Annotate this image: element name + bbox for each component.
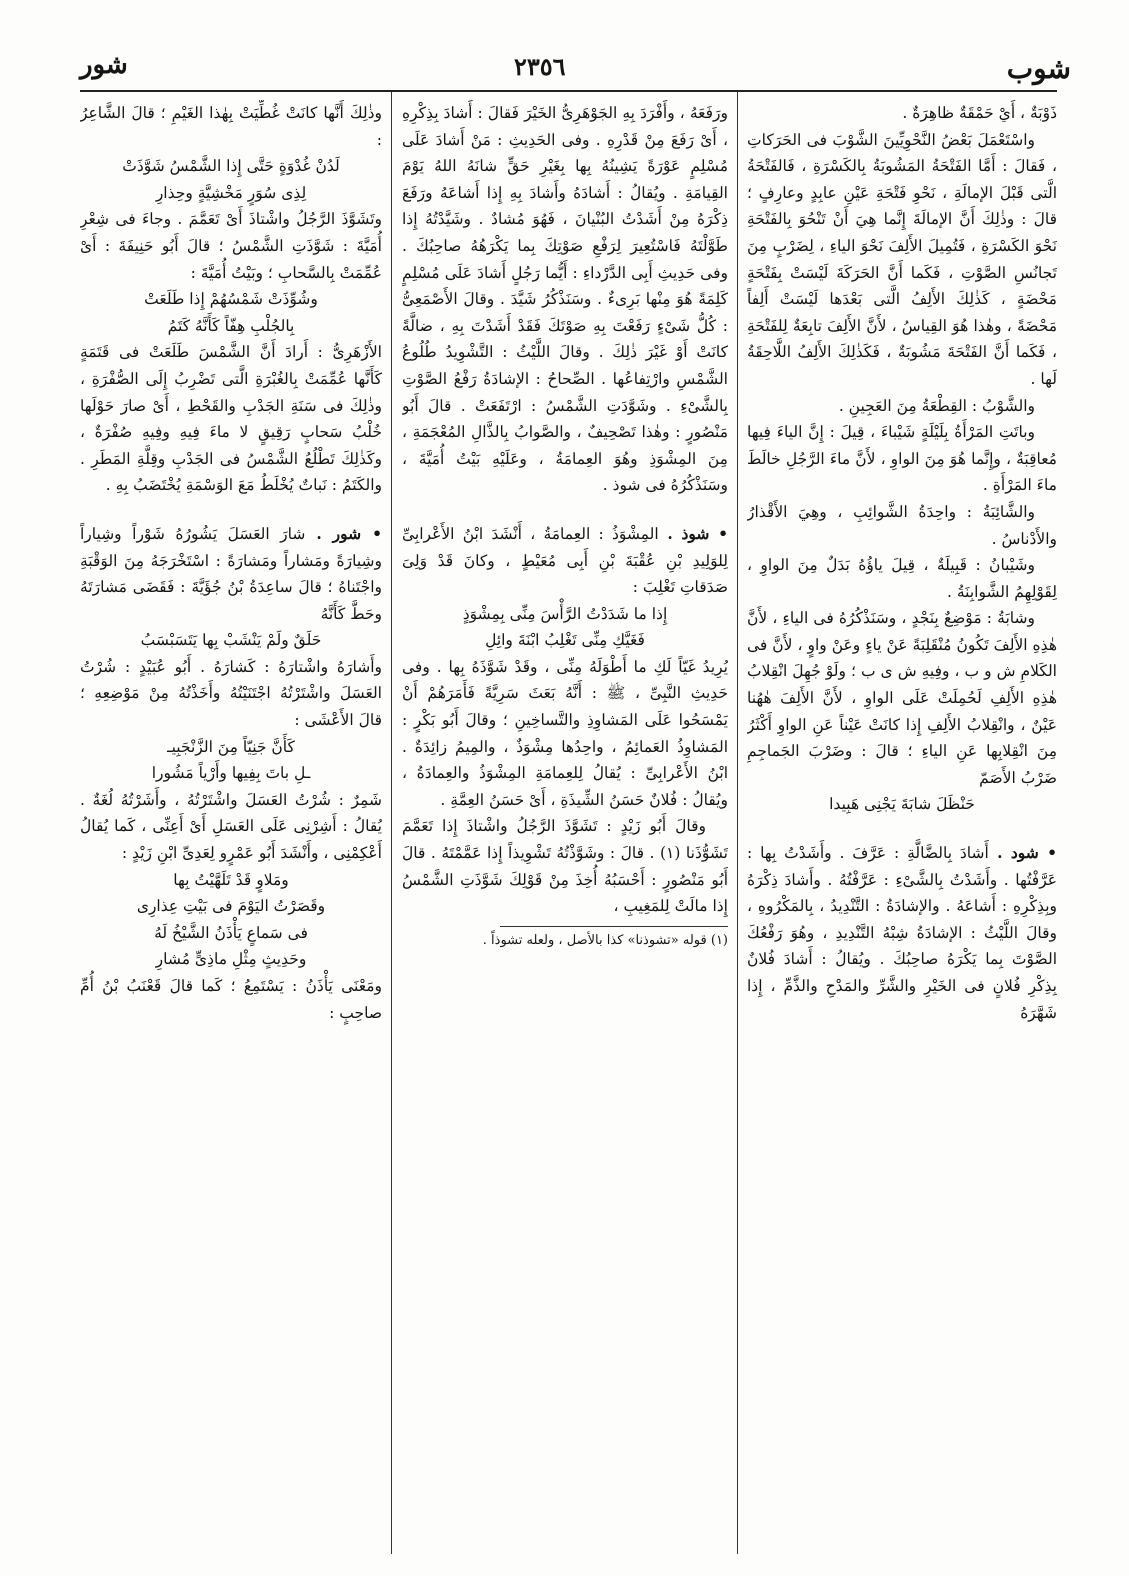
verse-line: وحَدِيثٍ مِثْلِ ماذِىٍّ مُشارِ (155, 950, 307, 969)
paragraph: وأَشارَهُ واشْتارَهُ : كَشارَهُ . أَبُو عُبَيْدٍ : شُرْتُ العَسَلَ واشْتَرْتُهُ اجْتَنَيْتُهُ وأَخَذْتُهُ مِنْ مَوْضِعِهِ ؛ قالَ الأَعْشَى : (80, 657, 382, 730)
verse-line: بِالجُلْبِ هِفّاً كَأَنَّهُ كَتَمُ (167, 316, 295, 335)
paragraph: الأَزْهَرِىُّ : أَرادَ أَنَّ الشَّمْسَ طَلَعَتْ فى قَتَمَةٍ كَأَنَّها عُمِّمَتْ بِالغُبْرَةِ الَّتى تَضْرِبُ إِلَى الصُّفْرَةِ ، وذٰلِكَ فى سَنَةِ الجَدْبِ والقَحْطِ ، أَىْ صارَ حَوْلَها خُلْبُ سَحابٍ رَقِيقٍ لا ماءَ فِيهِ وفِيهِ صُفْرَةٌ ، وكَذٰلِكَ تَطْلُعُ الشَّمْسُ فى الجَدْبِ وقِلَّةِ المَطَرِ . والكَتَمُ : نَباتٌ يُخْلَطُ مَعَ الوَسْمَةِ يُخْتَضَبُ بِهِ . (80, 343, 382, 495)
column-right (747, 100, 1057, 1562)
entry-headword: • شوذ . (658, 523, 728, 543)
verse-line: لَدُنْ غُدْوَةٍ حَتَّى إِذا الشَّمْسُ شَوَّذَتْ (122, 157, 340, 176)
paragraph: وشَيْبانُ : قَبِيلَةٌ ، قِيلَ ياؤُهُ بَدَلٌ مِنَ الواوِ ، لِقَوْلِهِمُ الشَّوابِنَةُ . (747, 556, 1057, 601)
paragraph: وشابَةُ : مَوْضِعٌ بِنَجْدٍ ، وسَنَذْكُرُهُ فى الياءِ ، لأَنَّ هٰذِهِ الأَلِفَ تَكُونُ مُنْقَلِبَةً عَنْ ياءٍ وعَنْ واوٍ ، لأَنَّ فى الكَلامِ ش و ب ، وفِيهِ ش ى ب ؛ ولَوْ جُهِلَ انْقِلابُ هٰذِهِ الأَلِفِ لَحُمِلَتْ عَلَى الواوِ ، لأَنَّ الأَلِفَ هٰهُنا عَيْنٌ ، وانْقِلابُ الأَلِفِ إِذا كانَتْ عَيْناً عَنِ الواوِ أَكْثَرُ مِنَ انْقِلابِها عَنِ الياءِ ؛ قالَ : وضَرْبَ الجَماجِمِ ضَرْبُ الأَصَمّ (747, 609, 1057, 787)
paragraph: ورَفَعَهُ ، وأَفْرَدَ بِهِ الجَوْهَرِىُّ الخَيْرَ فَقالَ : أَشادَ بِذِكْرِهِ ، أَىْ رَفَعَ مِنْ قَدْرِهِ . وفى الحَدِيثِ : مَنْ أَشادَ عَلَى مُسْلِمٍ عَوْرَةً يَشِينُهُ بِها بِغَيْرِ حَقٍّ شانَهُ اللهُ يَوْمَ القِيامَةِ . ويُقالُ : أَشادَهُ وأَشادَ بِهِ إِذا أَشاعَهُ ورَفَعَ ذِكْرَهُ مِنْ أَشَدْتُ البُنْيانَ ، فَهُوَ مُشادٌ . وشَيَّدْتُهُ إِذا طَوَّلْتَهُ فَاسْتُعِيرَ لِرَفْعِ صَوْتِكَ بِما يَكْرَهُهُ صاحِبُكَ . وفى حَدِيثِ أَبِى الدَّرْداءِ : أَيُّما رَجُلٍ أَشادَ عَلَى مُسْلِمٍ كَلِمَةً هُوَ مِنْها بَرِىءٌ . وسَنَذْكُرُ شَيَّدَ . وقالَ الأَصْمَعِىُّ : كُلُّ شَىْءٍ رَفَعْتَ بِهِ صَوْتَكَ فَقَدْ أَشَدْتَ بِهِ ، ضالَّةً كانَتْ أَوْ غَيْرَ ذٰلِكَ . وقالَ اللَّيْثُ : التَّشْوِيدُ طُلُوعُ الشَّمْسِ وارْتِفاعُها . الصِّحاحُ : الإشادَةُ رَفْعُ الصَّوْتِ بِالشَّىْءِ . وشَوَّدَتِ الشَّمْسُ : ارْتَفَعَتْ . قالَ أَبُو مَنْصُورٍ : وهٰذا تَصْحِيفٌ ، والصَّوابُ بِالذَّالِ المُعْجَمَةِ ، مِنَ المِشْوَذِ وهُوَ العِمامَةُ ، وعَلَيْهِ بَيْتُ أُمَيَّةَ ، وسَنَذْكُرُهُ فى شوذ . (402, 104, 728, 495)
verse-line: فى سَماعٍ يَأْذَنُ الشَّيْخُ لَهُ (154, 923, 308, 942)
paragraph: وتَشَوَّذَ الرَّجُلُ واشْتاذَ أَىْ تَعَمَّمَ . وجاءَ فى شِعْرِ أُمَيَّةَ : شَوَّذَتِ الشَّمْسُ ؛ قالَ أَبُو حَنِيفَةَ : أَىْ عُمِّمَتْ بِالسَّحابِ ؛ وبَيْتُ أُمَيَّةَ : (80, 210, 382, 282)
footnote: (١) قوله «تشوذنا» كذا بالأصل ، ولعله تشوذاً . (482, 932, 728, 948)
paragraph: ذَوْبَةٌ ، أَيْ حَمْقَةٌ ظاهِرَةٌ . (902, 104, 1057, 122)
verse-line: وقَصَرْتُ اليَوْمَ فى بَيْتِ عِذارِى (136, 897, 326, 916)
entry-headword: • شور . (305, 523, 382, 543)
paragraph: والشَّوْبُ : القِطْعَةُ مِنَ العَجِينِ . (838, 396, 1035, 415)
paragraph: وباتَتِ المَرْأَةُ بِلَيْلَةٍ شَيْباءَ ، قِيلَ : إِنَّ الياءَ فِيها مُعاقِبَةٌ ، وإِنَّما هُوَ مِنَ الواوِ ، لأَنَّ ماءَ الرَّجُلِ خالَطَ ماءَ المَرْأَةِ . (747, 423, 1057, 495)
column-middle (402, 100, 728, 1562)
footnote-rule (500, 926, 728, 927)
dictionary-entry (80, 521, 382, 627)
verse-line: إِذا ما شَدَدْتُ الرَّأْسَ مِنِّى بِمِشْوَذٍ (462, 604, 668, 623)
paragraph: وقالَ أَبُو زَيْدٍ : تَشَوَّذَ الرَّجُلُ واشْتاذَ إِذا تَعَمَّمَ تَشَوُّذَنا (١) . قالَ : وشَوَّذْتُهُ تَشْوِيذاً إِذا عَمَّمْتَهُ . قالَ أَبُو مَنْصُورٍ : أَحْسَبُهُ أُخِذَ مِنْ قَوْلِكَ شَوَّذَتِ الشَّمْسُ إِذا مالَتْ لِلمَغِيبِ ، (402, 817, 728, 916)
verse-line: لِذِى سُوَرٍ مَخْشِيَّةٍ وحِذارِ (155, 183, 307, 202)
page-number: ٢٣٥٦ (514, 52, 566, 81)
dictionary-entry (402, 521, 728, 601)
entry-text: المِشْوَذُ : العِمامَةُ ، أَنْشَدَ ابْنُ الأَعْرابِىِّ لِلوَلِيدِ بْنِ عُقْبَةَ بْنِ أَبِى مُعَيْطٍ ، وكانَ قَدْ وَلِىَ صَدَقاتِ تَغْلِبَ : (402, 524, 728, 597)
paragraph: يُرِيدُ غَيّاً لَكِ ما أَطْوَلَهُ مِنِّى ، وقَدْ شَوَّذَهُ بِها . وفى حَدِيثِ النَّبِىِّ ، ﷺ : أَنَّهُ بَعَثَ سَرِيَّةً فَأَمَرَهُمْ أَنْ يَمْسَحُوا عَلَى المَشاوِذِ والتَّساخِينِ ؛ وقالَ أَبُو بَكْرٍ : المَشاوِذُ العَمائِمُ ، واحِدُها مِشْوَذٌ ، والمِيمُ زائِدَةٌ . ابْنُ الأَعْرابِىِّ : يُقالُ لِلعِمامَةِ المِشْوَذُ والعِمادَةُ ، ويُقالُ : فُلانٌ حَسَنُ الشِّيذَةِ ، أَىْ حَسَنُ العِمَّةِ . (402, 657, 728, 809)
verse-line: حَنْظَلَ شابَةَ يَجْنِى هَبِيدا (829, 795, 975, 814)
verse-line: ومَلاوٍ قَدْ تَلَهَّيْتُ بِها (173, 870, 289, 889)
running-head-left: شور (80, 50, 128, 80)
paragraph: ومَعْنَى يَأْذَنُ : يَسْتَمِعُ ؛ كَما قالَ قَعْنَبُ بْنُ أُمِّ صاحِبٍ : (80, 977, 382, 1022)
running-head-right: شوب (1006, 52, 1071, 85)
paragraph: والشَّائِبَةُ : واحِدَةُ الشَّوائِبِ ، وهِيَ الأَقْذارُ والأَدْناسُ . (747, 502, 1057, 548)
header-rule (80, 90, 1057, 92)
column-divider-right (737, 92, 738, 1554)
column-left (80, 100, 382, 1562)
paragraph: وذٰلِكَ أَنَّها كانَتْ غُطِّيَتْ بِهٰذا الغَيْمِ ؛ قالَ الشَّاعِرُ : (80, 104, 382, 149)
verse-line: حَلَقٌ ولَمْ يَنْشَبْ بِها يَتَسَبْسَبُ (140, 631, 322, 650)
entry-text: أَشادَ بِالضَّالَّةِ : عَرَّفَ . وأَشَدْتُ بِها : عَرَّفْتُها . وأَشَدْتُ بِالشَّىْءِ : عَرَّفْتُهُ . وأَشادَ ذِكْرَهُ وبِذِكْرِهِ : أَشاعَهُ . والإشادَةُ : التَّنْدِيدُ ، بِالمَكْرُوهِ ، وقالَ اللَّيْثُ : الإشادَةُ شِبْهُ التَّنْدِيدِ ، وهُوَ رَفْعُكَ الصَّوْتَ بِما يَكْرَهُ صاحِبُكَ . ويُقالُ : أَشادَ فُلانٌ بِذِكْرِ فُلانٍ فى الخَيْرِ والشَّرِّ والمَدْحِ والذَّمِّ ، إِذا شَهَّرَهُ (747, 844, 1057, 1022)
paragraph: شَمِرٌ : شُرْتُ العَسَلَ واشْتَرْتُهُ ، وأَشَرْتُهُ لُغَةٌ . يُقالُ : أَشِرْنِى عَلَى العَسَلِ أَىْ أَعِنِّى ، كَما يُقالُ أَعْكِمْنِى ، وأَنْشَدَ أَبُو عَمْرٍو لِعَدِىِّ ابْنِ زَيْدٍ : (80, 790, 382, 863)
verse-line: ـلِ باتَ بِفِيها وأَرْياً مَشُورا (151, 764, 311, 783)
verse-line: كَأَنَّ جَنِيّاً مِنَ الزَّنْجَبِيـ (167, 737, 295, 756)
entry-headword: • شود . (988, 843, 1057, 863)
paragraph: واسْتَعْمَلَ بَعْضُ النَّحْوِيِّينَ الشَّوْبَ فى الحَرَكاتِ ، فَقالَ : أَمَّا الفَتْحَةُ المَشُوبَةُ بِالكَسْرَةِ ، فَالفَتْحَةُ الَّتى قَبْلَ الإمالَةِ ، نَحْوِ فَتْحَةِ عَيْنِ عابِدٍ وعارِفٍ ؛ قالَ : وذٰلِكَ أَنَّ الإمالَةَ إِنَّما هِيَ أَنْ تَنْحُوَ بِالفَتْحَةِ نَحْوَ الكَسْرَةِ ، فَتُمِيلَ الأَلِفَ نَحْوَ الياءِ ، لِضَرْبٍ مِنَ تَجانُسِ الصَّوْتِ ، فَكَما أَنَّ الحَرَكَةَ لَيْسَتْ بِفَتْحَةٍ مَحْضَةٍ ، كَذٰلِكَ الأَلِفُ الَّتى بَعْدَها لَيْسَتْ أَلِفاً مَحْضَةً ، وهٰذا هُوَ القِياسُ ، لأَنَّ الأَلِفَ تابِعَةٌ لِلفَتْحَةِ ، فَكَما أَنَّ الفَتْحَةَ مَشُوبَةٌ ، فَكَذٰلِكَ الأَلِفُ اللَّاحِقَةُ لَها . (747, 130, 1057, 388)
verse-line: وشُوِّذَتْ شَمْسُهُمْ إِذا طَلَعَتْ (144, 290, 318, 309)
entry-text: شارَ العَسَلَ يَشُورُهُ شَوْراً وشِياراً وشِيارَةً ومَشاراً ومَشارَةً : اسْتَخْرَجَهُ مِنَ الوَقْبَةِ واجْتَناهُ ؛ قالَ ساعِدَةُ بْنُ جُؤَيَّةَ : فَقَضَى مَشارَتَهُ وحَطَّ كَأَنَّهُ (80, 524, 382, 623)
verse-line: فَغَيَّكِ مِنِّى تَغْلِبُ ابْنَةَ وائِلِ (485, 631, 645, 650)
dictionary-entry (747, 840, 1057, 1026)
column-divider-left (391, 92, 392, 1554)
